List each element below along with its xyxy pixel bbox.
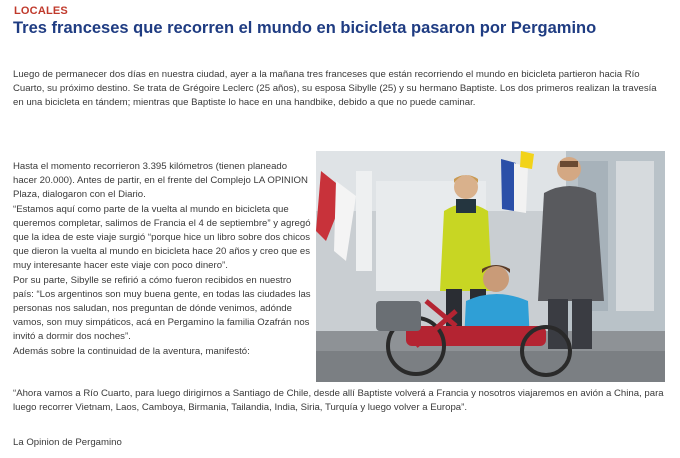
section-label[interactable]: LOCALES (14, 5, 68, 17)
article-title: Tres franceses que recorren el mundo en bicicleta pasaron por Pergamino (13, 19, 597, 37)
article-body (13, 160, 313, 359)
article-lead (13, 68, 668, 111)
body-paragraph: Por su parte, Sibylle se refirió a cómo fueron recibidos en nuestro país: “Los argentinos son muy buena gente, en todas las ciudades las personas nos saludan, nos preguntan de dónde venimos, adónde vamos, son muy simpáticos, acá en Pergamino la familia Ozafrán nos invitó a dormir dos noches”. (13, 274, 311, 343)
body-paragraph: Además sobre la continuidad de la aventura, manifestó: (13, 345, 250, 357)
body-paragraph: Hasta el momento recorrieron 3.395 kilómetros (tienen planeado hacer 20.000). Antes de partir, en el frente del Complejo LA OPINION Plaza, dialogaron con el Diario. (13, 161, 308, 201)
lead-paragraph: Luego de permanecer dos días en nuestra ciudad, ayer a la mañana tres franceses que están recorriendo el mundo en bicicleta partieron hacia Río Cuarto, su próximo destino. Se trata de Grégoire Leclerc (25 años), su esposa Sibylle (25) y su hermano Baptiste. Los dos primeros realizan la travesía en una bicicleta en tándem; mientras que Baptiste lo hace en una handbike, debido a que no puede caminar. (13, 69, 657, 109)
article-credit: La Opinion de Pergamino (13, 437, 122, 448)
body-paragraph: “Estamos aquí como parte de la vuelta al mundo en bicicleta que queremos completar, salimos de Francia el 4 de septiembre” y agregó que la idea de este viaje surgió “porque hice un libro sobre dos chicos que dieron la vuelta al mundo en bicicleta hace 20 años y creo que es muy interesante hacer este viaje con poco dinero”. (13, 203, 311, 272)
body-paragraph: “Ahora vamos a Río Cuarto, para luego dirigirnos a Santiago de Chile, desde allí Baptiste volverá a Francia y nosotros viajaremos en avión a China, para luego recorrer Vietnam, Laos, Camboya, Birmania, Tailandia, India, Siria, Turquía y luego volver a Europa”. (13, 388, 664, 414)
article-body-wide (13, 387, 673, 415)
article-photo (316, 151, 665, 382)
